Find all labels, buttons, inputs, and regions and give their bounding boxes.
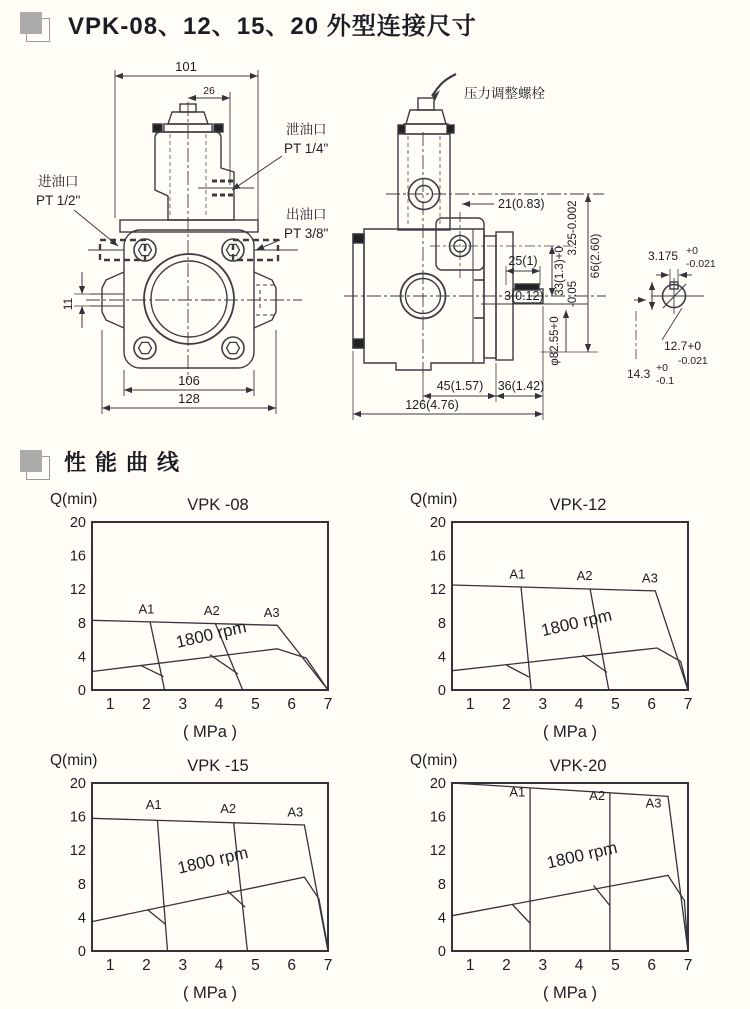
- x-tick-label: 6: [647, 696, 657, 713]
- x-tick-label: 6: [287, 696, 297, 713]
- y-tick-label: 20: [69, 776, 86, 792]
- x-tick-label: 7: [323, 957, 333, 974]
- dim-key-width-lo: -0.021: [686, 258, 716, 270]
- outlet-port-label: 出油口: [286, 207, 327, 222]
- x-tick-label: 5: [251, 957, 260, 974]
- x-axis-label: ( MPa ): [542, 723, 598, 741]
- dim-26: 26: [203, 85, 215, 97]
- chart-svg: [408, 488, 748, 743]
- dim-25: 25(1): [508, 254, 538, 268]
- dim-21: 21(0.83): [498, 197, 545, 211]
- x-tick-label: 1: [465, 957, 475, 974]
- dim-126: 126(4.76): [405, 398, 459, 412]
- x-axis-label: ( MPa ): [182, 984, 238, 1002]
- chart-title: VPK -08: [187, 496, 249, 514]
- x-tick-label: 3: [538, 696, 548, 713]
- y-tick-label: 20: [69, 515, 86, 531]
- side-view-svg: [336, 56, 750, 424]
- y-tick-label: 4: [437, 910, 446, 927]
- dim-shaft-dia-lo: -0.021: [678, 355, 708, 367]
- dim-33: 33(1.3)+0: [554, 246, 566, 296]
- dim-82: φ82.55+0: [549, 316, 561, 366]
- dim-33-tol: -0.05: [567, 280, 579, 308]
- x-tick-label: 5: [611, 957, 620, 974]
- dim-106: 106: [178, 373, 200, 388]
- curve-label-A1: A1: [145, 797, 162, 813]
- series-power-A1: [507, 665, 530, 677]
- x-tick-label: 7: [323, 696, 333, 713]
- dim-key-flat-hi: +0: [656, 362, 668, 374]
- side-view-drawing: [336, 56, 750, 429]
- series-flow-full: [92, 818, 328, 951]
- x-axis-label: ( MPa ): [182, 723, 238, 741]
- chart-svg: [408, 749, 748, 1004]
- y-tick-label: 20: [429, 515, 446, 531]
- curve-label-A2: A2: [589, 787, 606, 803]
- series-cutoff-A1: [150, 622, 165, 690]
- x-tick-label: 1: [105, 957, 115, 974]
- curve-label-A2: A2: [220, 801, 237, 817]
- y-tick-label: 0: [437, 944, 446, 960]
- dim-3: 3(0.12): [504, 289, 544, 303]
- y-tick-label: 0: [77, 683, 86, 699]
- x-tick-label: 6: [647, 957, 657, 974]
- curve-label-A3: A3: [641, 570, 658, 586]
- curve-label-A1: A1: [509, 784, 526, 800]
- y-tick-label: 4: [77, 649, 86, 666]
- curve-label-A1: A1: [509, 566, 526, 582]
- x-tick-label: 3: [178, 696, 188, 713]
- rpm-annotation: 1800 rpm: [539, 605, 614, 641]
- outlet-port-size: PT 3/8": [284, 226, 329, 241]
- section-title: 性能曲线: [64, 450, 189, 475]
- dim-shaft-dia: 12.7+0: [664, 339, 702, 353]
- dim-101: 101: [175, 59, 197, 74]
- series-power-A1: [512, 904, 530, 923]
- y-axis-label: Q(min): [50, 491, 98, 508]
- y-axis-label: Q(min): [410, 491, 458, 508]
- y-tick-label: 4: [77, 910, 86, 927]
- chart-title: VPK-12: [549, 496, 607, 514]
- chart-svg: [48, 488, 388, 743]
- x-tick-label: 4: [574, 957, 584, 974]
- x-tick-label: 2: [142, 696, 151, 713]
- y-tick-label: 12: [69, 582, 86, 599]
- y-tick-label: 4: [437, 649, 446, 666]
- adjust-bolt-label: 压力调整螺栓: [464, 86, 545, 101]
- curve-label-A2: A2: [576, 567, 593, 583]
- chart-VPK-08: [48, 488, 388, 743]
- x-tick-label: 5: [251, 696, 260, 713]
- series-power-A2: [227, 891, 245, 908]
- y-tick-label: 8: [77, 615, 86, 632]
- y-tick-label: 16: [429, 809, 446, 826]
- y-tick-label: 0: [77, 944, 86, 960]
- x-tick-label: 2: [502, 696, 511, 713]
- series-power-A2: [594, 886, 610, 906]
- dim-128: 128: [178, 391, 200, 406]
- series-cutoff-A2: [590, 588, 609, 690]
- x-axis-label: ( MPa ): [542, 984, 598, 1002]
- dim-key-width: 3.175: [648, 249, 679, 263]
- page-title: VPK-08、12、15、20 外型连接尺寸: [68, 13, 477, 40]
- y-tick-label: 8: [77, 876, 86, 893]
- x-tick-label: 7: [683, 696, 693, 713]
- rpm-annotation: 1800 rpm: [175, 842, 251, 878]
- dim-66: 66(2.60): [588, 233, 602, 279]
- series-power: [452, 875, 688, 951]
- performance-charts: [48, 488, 748, 1004]
- x-tick-label: 4: [214, 696, 224, 713]
- curve-label-A1: A1: [138, 601, 155, 617]
- series-flow-full: [452, 585, 688, 690]
- dim-45: 45(1.57): [436, 379, 484, 393]
- x-tick-label: 1: [465, 696, 475, 713]
- dim-key-section: 3.25-0.002: [567, 200, 579, 256]
- rpm-annotation: 1800 rpm: [173, 617, 249, 652]
- dim-11: 11: [61, 297, 75, 311]
- curve-label-A2: A2: [203, 603, 220, 619]
- curve-label-A3: A3: [645, 795, 662, 811]
- y-axis-label: Q(min): [410, 752, 458, 769]
- series-power-A1: [147, 909, 165, 924]
- y-tick-label: 8: [437, 615, 446, 632]
- x-tick-label: 6: [287, 957, 297, 974]
- y-tick-label: 12: [429, 843, 446, 860]
- x-tick-label: 2: [502, 957, 511, 974]
- curve-label-A3: A3: [263, 604, 280, 620]
- series-power: [92, 877, 328, 948]
- x-tick-label: 1: [105, 696, 115, 713]
- drain-port-label: 泄油口: [286, 122, 327, 137]
- plot-border: [452, 522, 688, 690]
- dim-key-flat-lo: -0.1: [656, 375, 675, 387]
- y-tick-label: 16: [429, 548, 446, 565]
- drain-port-size: PT 1/4": [284, 141, 329, 156]
- series-power-A2: [210, 655, 238, 674]
- x-tick-label: 5: [611, 696, 620, 713]
- front-view-drawing: [10, 50, 355, 435]
- chart-svg: [48, 749, 388, 1004]
- chart-title: VPK-20: [549, 757, 607, 775]
- x-tick-label: 3: [538, 957, 548, 974]
- dim-key-flat: 14.3: [627, 367, 651, 381]
- series-cutoff-A1: [521, 587, 531, 690]
- dim-36: 36(1.42): [497, 379, 545, 393]
- x-tick-label: 2: [142, 957, 151, 974]
- x-tick-label: 4: [574, 696, 584, 713]
- series-cutoff-A1: [157, 820, 167, 951]
- x-tick-label: 7: [683, 957, 693, 974]
- front-view-svg: [10, 50, 355, 430]
- y-tick-label: 12: [69, 843, 86, 860]
- section-bullet-icon: [20, 450, 50, 480]
- chart-VPK-12: [408, 488, 748, 743]
- chart-VPK-15: [48, 749, 388, 1004]
- dim-key-width-hi: +0: [686, 245, 698, 257]
- inlet-port-label: 进油口: [38, 174, 79, 189]
- y-tick-label: 16: [69, 548, 86, 565]
- x-tick-label: 4: [214, 957, 224, 974]
- title-bullet-icon: [20, 12, 50, 42]
- y-tick-label: 20: [429, 776, 446, 792]
- chart-VPK-20: [408, 749, 748, 1004]
- chart-title: VPK -15: [187, 757, 249, 775]
- curve-label-A3: A3: [287, 804, 304, 820]
- y-tick-label: 8: [437, 876, 446, 893]
- x-tick-label: 3: [178, 957, 188, 974]
- rpm-annotation: 1800 rpm: [544, 837, 620, 873]
- y-tick-label: 0: [437, 683, 446, 699]
- y-tick-label: 16: [69, 809, 86, 826]
- inlet-port-size: PT 1/2": [36, 193, 81, 208]
- y-tick-label: 12: [429, 582, 446, 599]
- series-power: [452, 648, 688, 690]
- series-cutoff-A2: [234, 823, 248, 952]
- y-axis-label: Q(min): [50, 752, 98, 769]
